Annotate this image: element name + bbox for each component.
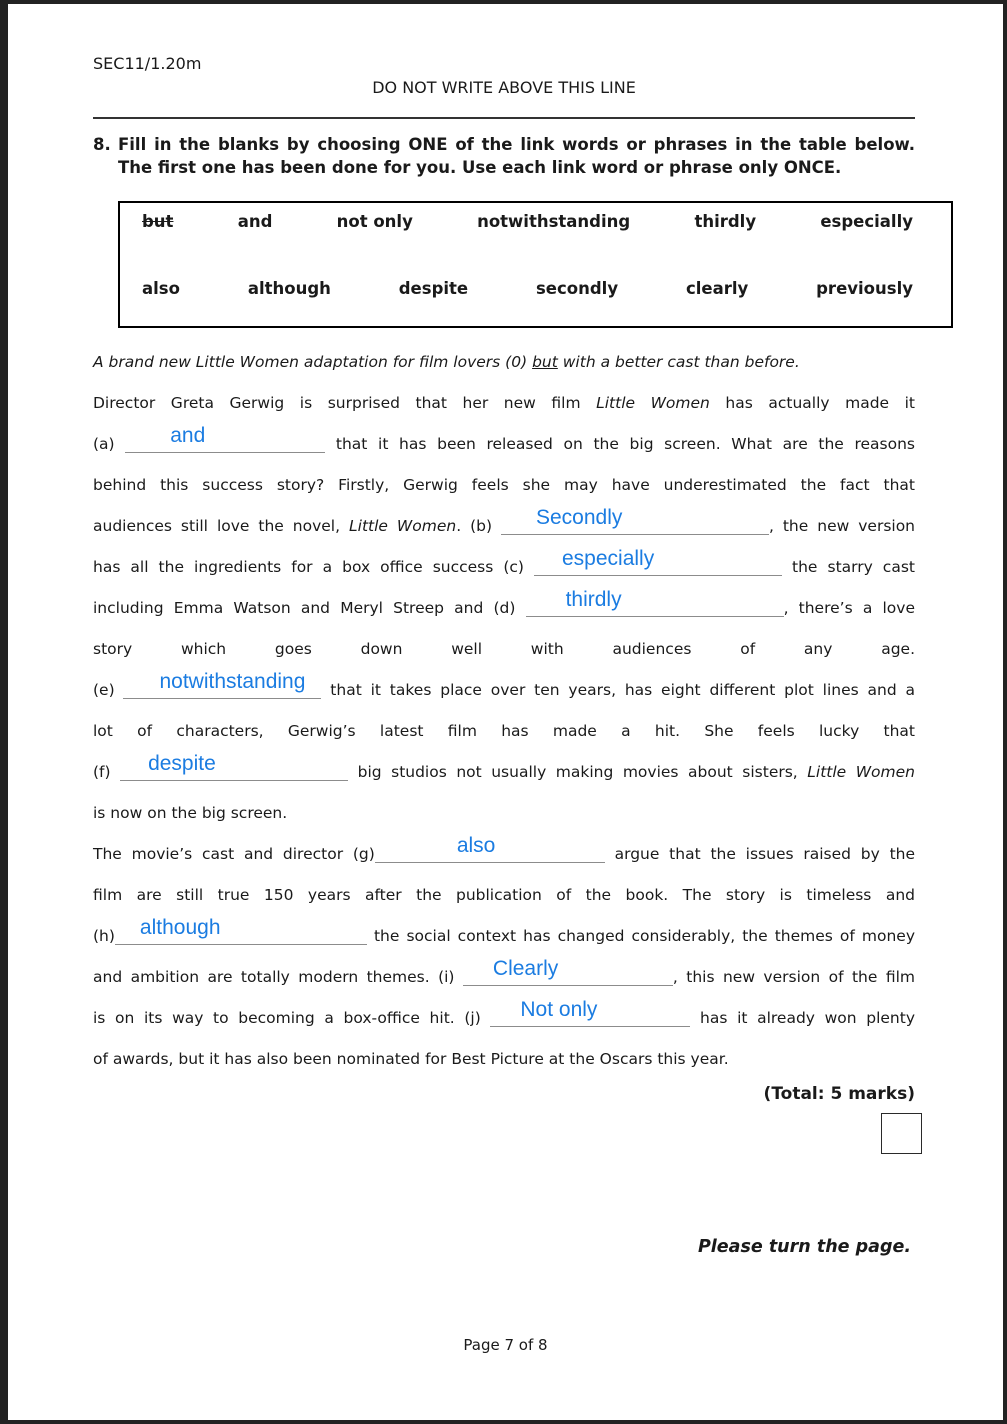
passage-text: behind this success story? Firstly, Gerwig feels she may have underestimated the fact that (93, 476, 915, 494)
answer-blank[interactable] (115, 916, 367, 945)
word-bank-item: thirdly (694, 212, 757, 231)
answer-blank[interactable] (120, 752, 348, 781)
passage-line (93, 670, 915, 711)
passage-line (93, 424, 915, 465)
passage-line (93, 506, 915, 547)
page-number: Page 7 of 8 (463, 1336, 548, 1354)
passage-text: story which goes down well with audiences of any age. (93, 640, 915, 658)
passage-text: (e) (93, 681, 124, 699)
passage-text: , there’s a love (783, 599, 915, 617)
handwritten-answer[interactable]: and (170, 424, 206, 447)
word-bank-item: previously (816, 279, 913, 298)
passage-text: the social context has changed considerably, the themes of money (366, 927, 915, 945)
answer-blank[interactable] (490, 998, 690, 1027)
word-bank-table (118, 201, 953, 328)
passage-line (93, 834, 915, 875)
passage-text: has actually made it (709, 394, 916, 412)
passage-text: . (b) (456, 517, 501, 535)
passage-text: audiences still love the novel, (93, 517, 350, 535)
handwritten-answer[interactable]: despite (148, 752, 216, 775)
passage-text: of awards, but it has also been nominated for Best Picture at the Oscars this year. (93, 1050, 729, 1068)
passage-line (93, 1039, 915, 1080)
word-bank-item: clearly (685, 279, 749, 298)
question-instruction-line1: Fill in the blanks by choosing ONE of the link words or phrases in the table below. (118, 135, 915, 154)
passage-italic: Little Women (349, 517, 457, 535)
word-bank-row (142, 279, 913, 299)
passage-text: (h) (93, 927, 115, 945)
passage-text: has all the ingredients for a box office success (c) (93, 558, 534, 576)
passage-text: The movie’s cast and director (g) (93, 845, 375, 863)
handwritten-answer[interactable]: although (139, 916, 221, 939)
answer-blank[interactable] (125, 424, 325, 453)
handwritten-answer[interactable]: thirdly (565, 588, 622, 611)
word-bank-item: notwithstanding (477, 212, 631, 231)
question-number: 8. (93, 135, 111, 154)
passage-text: that it has been released on the big screen. What are the reasons (325, 435, 915, 453)
passage-italic: but (532, 353, 558, 371)
handwritten-answer[interactable]: Secondly (535, 506, 623, 529)
handwritten-answer[interactable]: especially (562, 547, 655, 570)
passage-text: including Emma Watson and Meryl Streep and (d) (93, 599, 526, 617)
word-bank-item: although (247, 279, 331, 298)
marks-box (881, 1113, 922, 1154)
passage-text: is now on the big screen. (93, 804, 288, 822)
handwritten-answer[interactable]: also (456, 834, 496, 857)
answer-blank[interactable] (526, 588, 784, 617)
passage-line (93, 875, 915, 916)
word-bank-item: especially (820, 212, 913, 231)
passage-text: Director Greta Gerwig is surprised that her new film (93, 394, 597, 412)
page-content (8, 4, 915, 1154)
passage-text: film are still true 150 years after the publication of the book. The story is timeless and (93, 886, 915, 904)
handwritten-answer[interactable]: notwithstanding (159, 670, 306, 693)
passage-text: has it already won plenty (690, 1009, 916, 1027)
passage-line (93, 465, 915, 506)
word-bank-row (142, 212, 913, 232)
word-bank-item: but (142, 212, 174, 231)
question-instruction (118, 133, 915, 179)
passage-line (93, 629, 915, 670)
word-bank-item: secondly (535, 279, 619, 298)
passage-italic: A brand new Little Women adaptation for film lovers (0) (93, 353, 533, 371)
turn-page-note: Please turn the page. (697, 1237, 911, 1257)
passage-text: the starry cast (782, 558, 915, 576)
passage-italic: Little Women (807, 763, 915, 781)
passage-text: , the new version (768, 517, 916, 535)
passage-line (93, 957, 915, 998)
passage-text: lot of characters, Gerwig’s latest film has made a hit. She feels lucky that (93, 722, 915, 740)
passage-line (93, 793, 915, 834)
passage-text: that it takes place over ten years, has eight different plot lines and a (321, 681, 915, 699)
passage-text: and ambition are totally modern themes. (i) (93, 968, 463, 986)
answer-blank[interactable] (501, 506, 769, 535)
passage-italic: with a better cast than before. (557, 353, 800, 371)
answer-blank[interactable] (463, 957, 673, 986)
answer-blank[interactable] (375, 834, 605, 863)
word-bank-item: not only (336, 212, 413, 231)
total-marks: (Total: 5 marks) (763, 1084, 915, 1104)
passage (93, 342, 915, 1080)
do-not-write-warning: DO NOT WRITE ABOVE THIS LINE (372, 78, 636, 97)
passage-line (93, 342, 915, 383)
passage-line (93, 383, 915, 424)
passage-text: , this new version of the film (672, 968, 916, 986)
passage-line (93, 752, 915, 793)
answer-blank[interactable] (123, 670, 321, 699)
question-instruction-line2: The first one has been done for you. Use each link word or phrase only ONCE. (118, 158, 842, 177)
answer-blank[interactable] (534, 547, 782, 576)
passage-line (93, 711, 915, 752)
passage-text: (a) (93, 435, 126, 453)
passage-line (93, 916, 915, 957)
word-bank-item: also (142, 279, 180, 298)
word-bank-item: despite (398, 279, 469, 298)
passage-line (93, 588, 915, 629)
word-bank-item: and (237, 212, 273, 231)
handwritten-answer[interactable]: Not only (520, 998, 598, 1021)
passage-line (93, 998, 915, 1039)
passage-text: is on its way to becoming a box-office hit. (j) (93, 1009, 491, 1027)
passage-italic: Little Women (596, 394, 710, 412)
passage-line (93, 547, 915, 588)
header-rule (93, 117, 915, 119)
question-8 (93, 133, 915, 179)
passage-text: argue that the issues raised by the (604, 845, 916, 863)
passage-text: (f) (93, 763, 121, 781)
passage-text: big studios not usually making movies about sisters, (348, 763, 808, 781)
handwritten-answer[interactable]: Clearly (492, 957, 559, 980)
exam-code: SEC11/1.20m (93, 54, 202, 73)
